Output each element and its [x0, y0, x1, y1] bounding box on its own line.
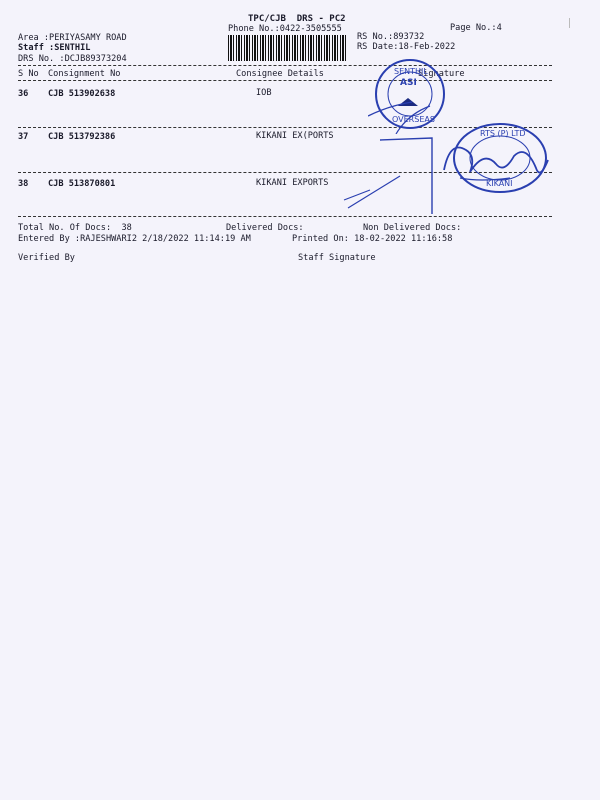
staff-label: Staff :SENTHIL — [18, 43, 91, 53]
row-consignment: CJB 513792386 — [48, 132, 116, 142]
row-sno: 37 — [18, 132, 29, 142]
svg-text:OVERSEAS: OVERSEAS — [392, 115, 435, 124]
divider — [18, 65, 552, 66]
divider — [18, 216, 552, 217]
rs-date: RS Date:18-Feb-2022 — [357, 42, 456, 52]
row-consignment: CJB 513870801 — [48, 179, 116, 189]
row-consignee: IOB — [256, 88, 272, 98]
delivered-docs: Delivered Docs: — [226, 223, 304, 233]
col-header-signature: Signature — [418, 69, 465, 79]
verified-by-label: Verified By — [18, 253, 75, 263]
phone-number: Phone No.:0422-3505555 — [228, 24, 342, 34]
divider — [18, 80, 552, 81]
row-consignee: KIKANI EXPORTS — [256, 178, 329, 188]
kikani-company-stamp — [440, 120, 552, 198]
entered-by: Entered By :RAJESHWARI2 2/18/2022 11:14:19 AM — [18, 234, 251, 244]
area-label: Area :PERIYASAMY ROAD — [18, 33, 127, 43]
barcode — [228, 35, 346, 61]
row-consignment: CJB 513902638 — [48, 89, 116, 99]
rs-number: RS No.:893732 — [357, 32, 425, 42]
col-header-consignment: Consignment No — [48, 69, 121, 79]
document-title: TPC/CJB DRS - PC2 — [248, 14, 346, 24]
svg-text:RTS (P) LTD: RTS (P) LTD — [480, 129, 526, 138]
svg-text:SENTHIL: SENTHIL — [394, 67, 428, 76]
row-sno: 36 — [18, 89, 29, 99]
svg-text:ASI: ASI — [400, 78, 417, 88]
col-header-sno: S No — [18, 69, 39, 79]
col-header-consignee: Consignee Details — [236, 69, 324, 79]
printed-on: Printed On: 18-02-2022 11:16:58 — [292, 234, 453, 244]
total-docs: Total No. Of Docs: 38 — [18, 223, 132, 233]
margin-mark — [569, 18, 570, 28]
row-consignee: KIKANI EX(PORTS — [256, 131, 334, 141]
drs-number: DRS No. :DCJB89373204 — [18, 54, 127, 64]
non-delivered-docs: Non Delivered Docs: — [363, 223, 462, 233]
staff-signature-label: Staff Signature — [298, 253, 376, 263]
row-sno: 38 — [18, 179, 29, 189]
page-number: Page No.:4 — [450, 23, 502, 33]
svg-text:KIKANI: KIKANI — [486, 179, 513, 188]
